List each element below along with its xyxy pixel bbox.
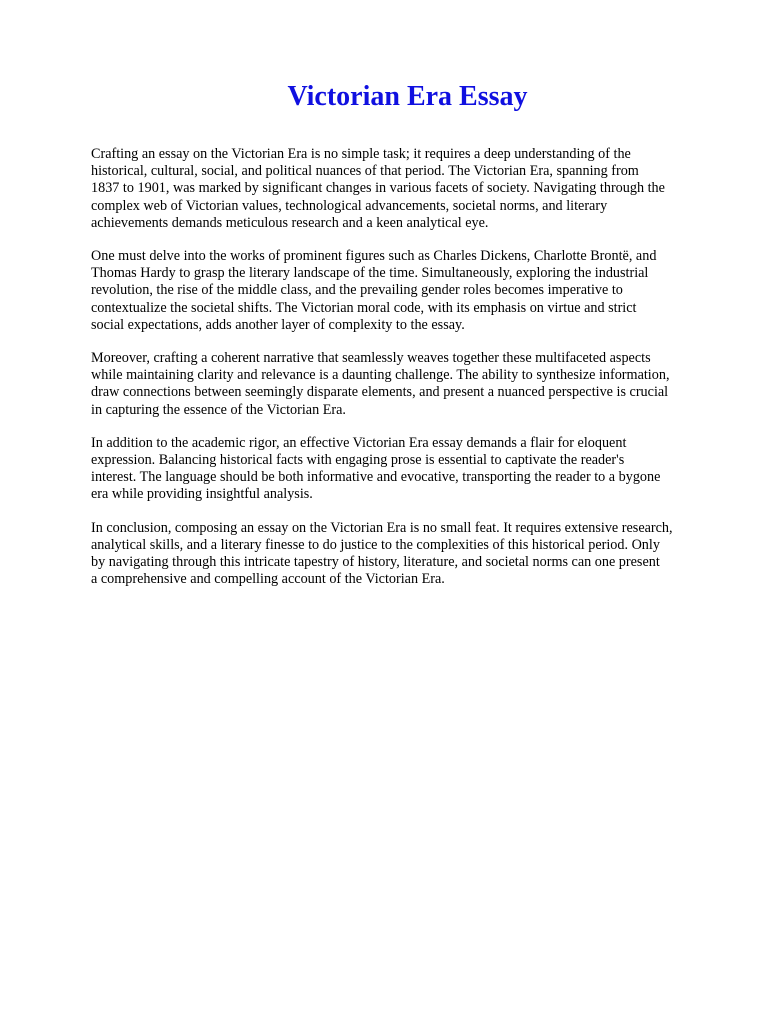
text-line: era while providing insightful analysis. (91, 486, 313, 503)
text-line: In conclusion, composing an essay on the Victorian Era is no small feat. It requires extensive research, (91, 519, 673, 536)
text-line: in capturing the essence of the Victorian Era. (91, 401, 346, 418)
text-line: In addition to the academic rigor, an effective Victorian Era essay demands a flair for eloquent (91, 434, 627, 451)
paragraph-4 (91, 435, 731, 504)
text-line: revolution, the rise of the middle class, and the prevailing gender roles becomes imperative to (91, 282, 623, 299)
text-line: expression. Balancing historical facts with engaging prose is essential to captivate the reader's (91, 452, 625, 469)
text-line: Moreover, crafting a coherent narrative that seamlessly weaves together these multifaceted aspects (91, 350, 651, 367)
text-line: social expectations, adds another layer of complexity to the essay. (91, 316, 465, 333)
paragraph-5 (91, 520, 731, 589)
essay-body (91, 146, 731, 604)
text-line: historical, cultural, social, and political nuances of that period. The Victorian Era, spanning from (91, 163, 639, 180)
text-line: achievements demands meticulous research and a keen analytical eye. (91, 214, 489, 231)
paragraph-3 (91, 350, 731, 419)
text-line: One must delve into the works of prominent figures such as Charles Dickens, Charlotte Brontë, and (91, 248, 657, 265)
text-line: complex web of Victorian values, technological advancements, societal norms, and literary (91, 197, 608, 214)
paragraph-2 (91, 248, 731, 334)
text-line: analytical skills, and a literary finesse to do justice to the complexities of this historical period. Only (91, 536, 660, 553)
text-line: 1837 to 1901, was marked by significant changes in various facets of society. Navigating through the (91, 180, 665, 197)
text-line: Thomas Hardy to grasp the literary landscape of the time. Simultaneously, exploring the industrial (91, 265, 649, 282)
text-line: by navigating through this intricate tapestry of history, literature, and societal norms can one present (91, 554, 660, 571)
text-line: a comprehensive and compelling account of the Victorian Era. (91, 571, 445, 588)
text-line: while maintaining clarity and relevance is a daunting challenge. The ability to synthesize information, (91, 367, 670, 384)
text-line: interest. The language should be both informative and evocative, transporting the reader to a bygone (91, 469, 661, 486)
essay-title: Victorian Era Essay (287, 81, 528, 112)
paragraph-1 (91, 146, 731, 232)
text-line: draw connections between seemingly disparate elements, and present a nuanced perspective is crucial (91, 384, 669, 401)
text-line: Crafting an essay on the Victorian Era is no simple task; it requires a deep understanding of the (91, 146, 631, 162)
text-line: contextualize the societal shifts. The Victorian moral code, with its emphasis on virtue and strict (91, 299, 637, 316)
